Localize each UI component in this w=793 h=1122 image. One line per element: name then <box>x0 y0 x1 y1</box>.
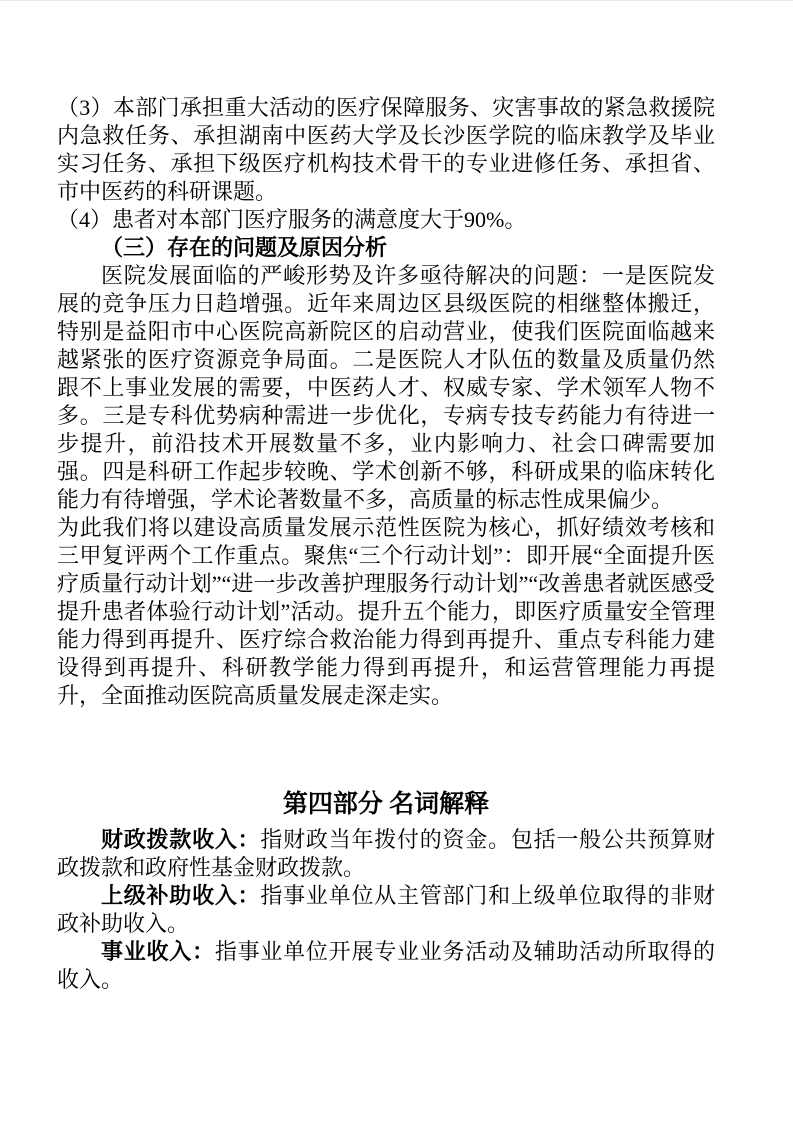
section-title: 第四部分 名词解释 <box>282 791 490 818</box>
subsection-heading: （三）存在的问题及原因分析 <box>101 235 388 260</box>
term-definition: 指财政当年拨付的资金。包括一般公共预算财政拨款和政府性基金财政拨款。 <box>57 827 715 880</box>
paragraph-item-4: （4）患者对本部门医疗服务的满意度大于90%。 <box>57 207 527 232</box>
term-definition: 指事业单位开展专业业务活动及辅助活动所取得的收入。 <box>57 939 715 992</box>
term-label: 财政拨款收入： <box>101 827 261 852</box>
paragraph-item-3: （3）本部门承担重大活动的医疗保障服务、灾害事故的紧急救援院内急救任务、承担湖南中医药大学及长沙医学院的临床教学及毕业实习任务、承担下级医疗机构技术骨干的专业进修任务、承担省、市中医药的科研课题。 <box>57 95 715 204</box>
term-entry <box>57 882 715 938</box>
term-label: 上级补助收入： <box>101 883 261 908</box>
term-definition: 指事业单位从主管部门和上级单位取得的非财政补助收入。 <box>57 883 715 936</box>
term-entry <box>57 938 715 994</box>
term-label: 事业收入： <box>101 939 215 964</box>
term-entry <box>57 826 715 882</box>
plan-paragraph: 为此我们将以建设高质量发展示范性医院为核心，抓好绩效考核和三甲复评两个工作重点。聚焦“三个行动计划”：即开展“全面提升医疗质量行动计划”“进一步改善护理服务行动计划”“改善患者就医感受提升患者体验行动计划”活动。提升五个能力，即医疗质量安全管理能力得到再提升、医疗综合救治能力得到再提升、重点专科能力建设得到再提升、科研教学能力得到再提升，和运营管理能力再提升，全面推动医院高质量发展走深走实。 <box>57 515 715 708</box>
analysis-paragraph: 医院发展面临的严峻形势及许多亟待解决的问题：一是医院发展的竞争压力日趋增强。近年来周边区县级医院的相继整体搬迁，特别是益阳市中心医院高新院区的启动营业，使我们医院面临越来越紧张的医疗资源竞争局面。二是医院人才队伍的数量及质量仍然跟不上事业发展的需要，中医药人才、权威专家、学术领军人物不多。三是专科优势病种需进一步优化，专病专技专药能力有待进一步提升，前沿技术开展数量不多，业内影响力、社会口碑需要加强。四是科研工作起步较晚、学术创新不够，科研成果的临床转化能力有待增强，学术论著数量不多，高质量的标志性成果偏少。 <box>57 263 715 512</box>
